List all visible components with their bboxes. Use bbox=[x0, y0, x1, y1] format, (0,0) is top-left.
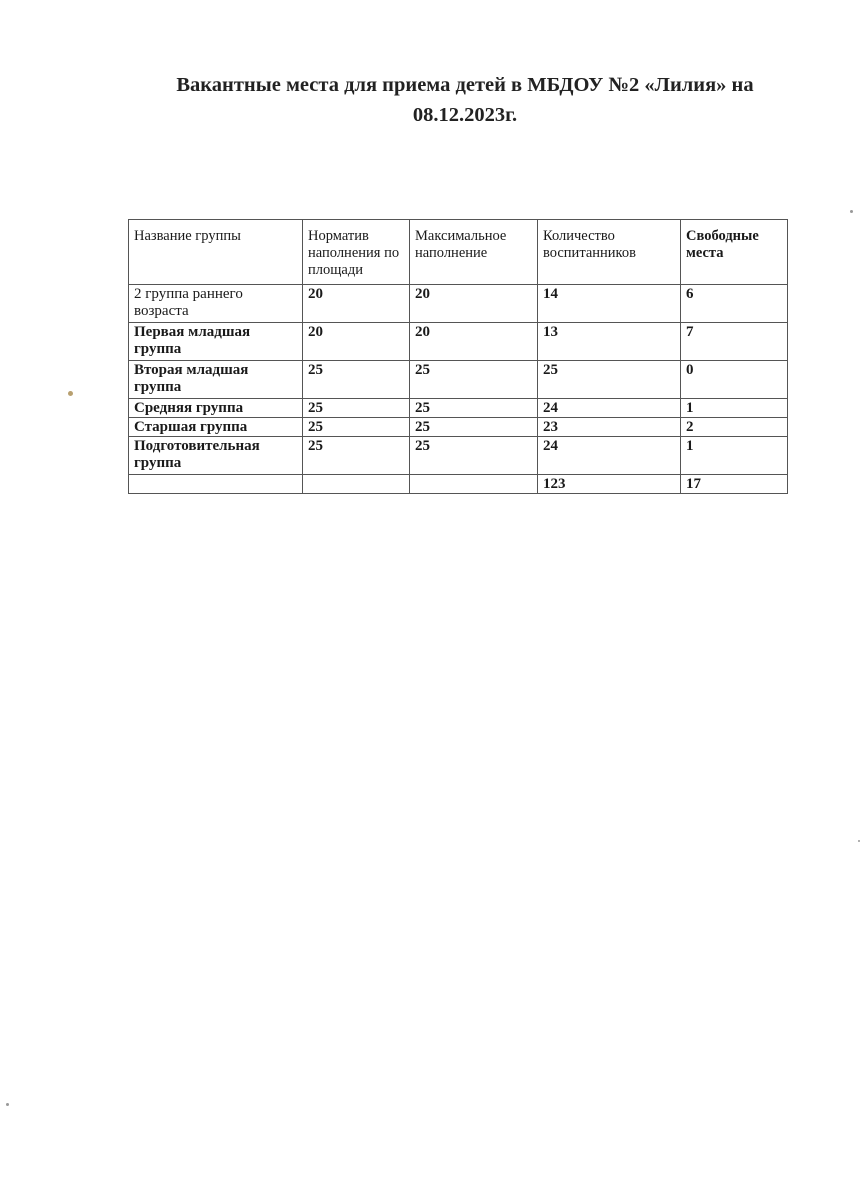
cell-free: 7 bbox=[681, 323, 788, 361]
cell-max: 20 bbox=[410, 323, 538, 361]
table-row bbox=[129, 285, 788, 323]
cell-norm: 25 bbox=[303, 361, 410, 399]
header-group-name: Название группы bbox=[129, 220, 303, 285]
cell-group-name: 2 группа раннего возраста bbox=[129, 285, 303, 323]
cell-norm: 20 bbox=[303, 323, 410, 361]
cell-norm: 25 bbox=[303, 399, 410, 418]
cell-total-label bbox=[129, 475, 303, 494]
cell-free: 6 bbox=[681, 285, 788, 323]
table-row bbox=[129, 323, 788, 361]
table-total-row bbox=[129, 475, 788, 494]
cell-total-count: 123 bbox=[538, 475, 681, 494]
table-header-row bbox=[129, 220, 788, 285]
cell-total-norm bbox=[303, 475, 410, 494]
cell-count: 14 bbox=[538, 285, 681, 323]
vacancies-table-container bbox=[128, 219, 788, 494]
title-line-2: 08.12.2023г. bbox=[412, 104, 518, 126]
cell-free: 2 bbox=[681, 418, 788, 437]
cell-norm: 25 bbox=[303, 418, 410, 437]
cell-free: 1 bbox=[681, 437, 788, 475]
header-count: Количество воспитанников bbox=[538, 220, 681, 285]
cell-max: 20 bbox=[410, 285, 538, 323]
scan-speck-mark bbox=[6, 1103, 9, 1106]
cell-group-name: Старшая группа bbox=[129, 418, 303, 437]
header-norm: Норматив наполнения по площади bbox=[303, 220, 410, 285]
cell-count: 23 bbox=[538, 418, 681, 437]
table-row bbox=[129, 418, 788, 437]
table-row bbox=[129, 399, 788, 418]
cell-group-name: Подготовительная группа bbox=[129, 437, 303, 475]
page-title bbox=[100, 70, 830, 130]
cell-free: 1 bbox=[681, 399, 788, 418]
cell-max: 25 bbox=[410, 399, 538, 418]
header-max: Максимальное наполнение bbox=[410, 220, 538, 285]
cell-count: 25 bbox=[538, 361, 681, 399]
cell-group-name: Средняя группа bbox=[129, 399, 303, 418]
title-line-1: Вакантные места для приема детей в МБДОУ №2 «Лилия» на bbox=[176, 74, 754, 96]
cell-count: 24 bbox=[538, 437, 681, 475]
cell-free: 0 bbox=[681, 361, 788, 399]
cell-max: 25 bbox=[410, 437, 538, 475]
cell-group-name: Первая младшая группа bbox=[129, 323, 303, 361]
scan-speck-mark bbox=[68, 391, 73, 396]
cell-count: 13 bbox=[538, 323, 681, 361]
cell-total-free: 17 bbox=[681, 475, 788, 494]
vacancies-table bbox=[128, 219, 788, 494]
cell-norm: 20 bbox=[303, 285, 410, 323]
cell-max: 25 bbox=[410, 418, 538, 437]
scan-speck-mark bbox=[858, 840, 860, 842]
scan-speck-mark bbox=[850, 210, 853, 213]
cell-max: 25 bbox=[410, 361, 538, 399]
cell-count: 24 bbox=[538, 399, 681, 418]
cell-group-name: Вторая младшая группа bbox=[129, 361, 303, 399]
cell-norm: 25 bbox=[303, 437, 410, 475]
header-free: Свободные места bbox=[681, 220, 788, 285]
table-row bbox=[129, 437, 788, 475]
table-row bbox=[129, 361, 788, 399]
cell-total-max bbox=[410, 475, 538, 494]
